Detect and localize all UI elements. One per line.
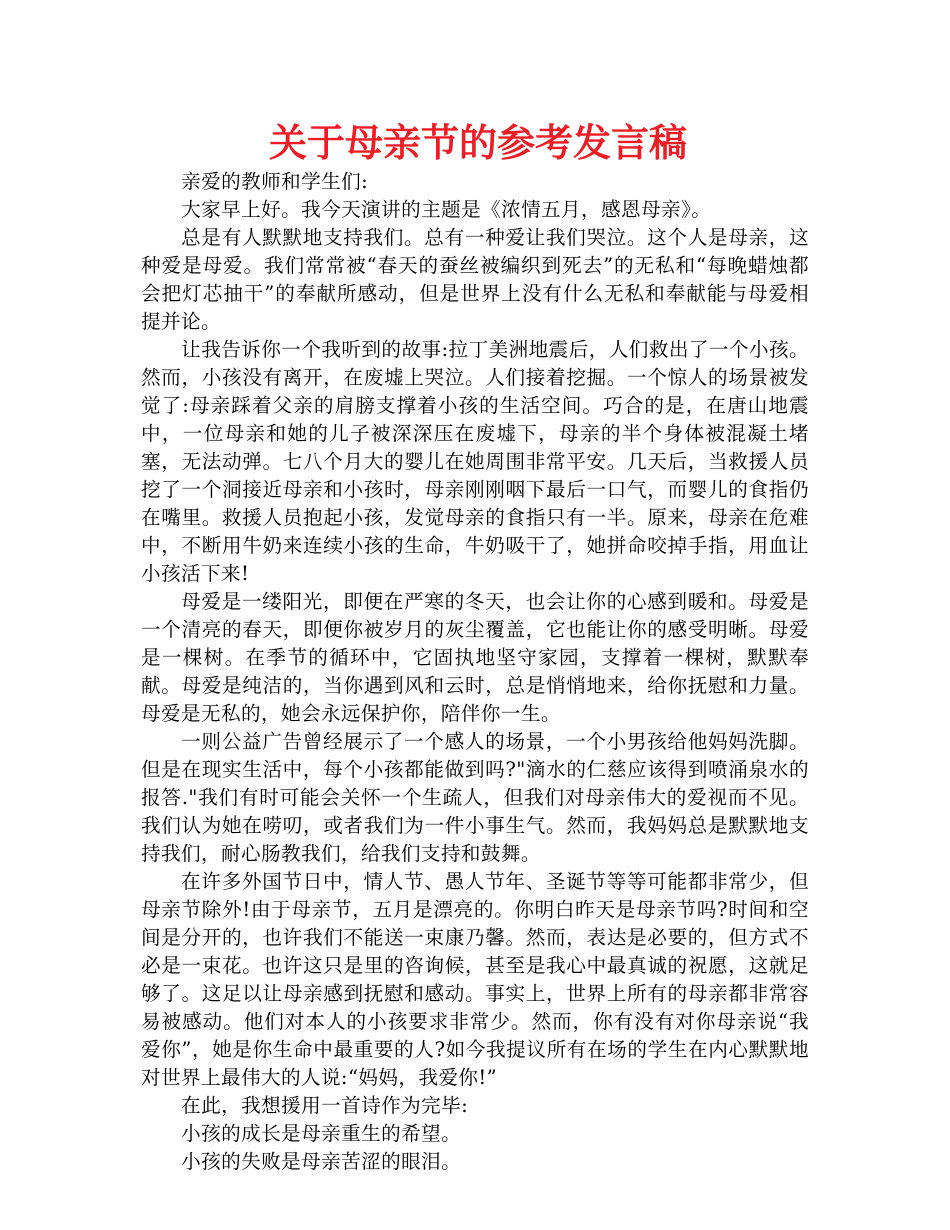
poem-line: 小孩的失败是母亲苦涩的眼泪。 — [181, 1150, 462, 1173]
document-body — [141, 168, 809, 1176]
closing-intro-paragraph: 在此，我想援用一首诗作为完毕: — [181, 1094, 469, 1117]
body-paragraph: 让我告诉你一个我听到的故事:拉丁美洲地震后，人们救出了一个小孩。然而，小孩没有离开，在废墟上哭泣。人们接着挖掘。一个惊人的场景被发觉了:母亲踩着父亲的肩膀支撑着小孩的生活空间。巧合的是，在唐山地震中，一位母亲和她的儿子被深深压在废墟下，母亲的半个身体被混凝土堵塞，无法动弹。七八个月大的婴儿在她周围非常平安。几天后，当救援人员挖了一个洞接近母亲和小孩时，母亲刚刚咽下最后一口气，而婴儿的食指仍在嘴里。救援人员抱起小孩，发觉母亲的食指只有一半。原来，母亲在危难中，不断用牛奶来连续小孩的生命，牛奶吸干了，她拼命咬掉手指，用血让小孩活下来! — [141, 338, 809, 585]
body-paragraph: 总是有人默默地支持我们。总有一种爱让我们哭泣。这个人是母亲，这种爱是母爱。我们常常被“春天的蚕丝被编织到死去”的无私和“每晚蜡烛都会把灯芯抽干”的奉献所感动，但是世界上没有什么无私和奉献能与母爱相提并论。 — [141, 226, 809, 333]
document-page — [141, 118, 809, 1176]
document-title: 关于母亲节的参考发言稿 — [268, 121, 687, 165]
salutation-paragraph: 亲爱的教师和学生们: — [181, 170, 369, 193]
body-paragraph: 在许多外国节日中，情人节、愚人节年、圣诞节等等可能都非常少，但母亲节除外!由于母亲节，五月是漂亮的。你明白昨天是母亲节吗?时间和空间是分开的，也许我们不能送一束康乃馨。然而，表达是必要的，但方式不必是一束花。也许这只是里的咨询候，甚至是我心中最真诚的祝愿，这就足够了。这足以让母亲感到抚慰和感动。事实上，世界上所有的母亲都非常容易被感动。他们对本人的小孩要求非常少。然而，你有没有对你母亲说“我爱你”，她是你生命中最重要的人?如今我提议所有在场的学生在内心默默地对世界上最伟大的人说:“妈妈，我爱你!” — [141, 870, 809, 1089]
body-paragraph: 一则公益广告曾经展示了一个感人的场景，一个小男孩给他妈妈洗脚。但是在现实生活中，每个小孩都能做到吗?"滴水的仁慈应该得到喷涌泉水的报答."我们有时可能会关怀一个生疏人，但我们对母亲伟大的爱视而不见。我们认为她在唠叨，或者我们为一件小事生气。然而，我妈妈总是默默地支持我们，耐心肠教我们，给我们支持和鼓舞。 — [141, 730, 809, 865]
greeting-paragraph: 大家早上好。我今天演讲的主题是《浓情五月，感恩母亲》。 — [181, 198, 712, 221]
body-paragraph: 母爱是一缕阳光，即便在严寒的冬天，也会让你的心感到暖和。母爱是一个清亮的春天，即便你被岁月的灰尘覆盖，它也能让你的感受明晰。母爱是一棵树。在季节的循环中，它固执地坚守家园，支撑着一棵树，默默奉献。母爱是纯洁的，当你遇到风和云时，总是悄悄地来，给你抚慰和力量。母爱是无私的，她会永远保护你，陪伴你一生。 — [141, 590, 809, 725]
poem-line: 小孩的成长是母亲重生的希望。 — [181, 1122, 462, 1145]
